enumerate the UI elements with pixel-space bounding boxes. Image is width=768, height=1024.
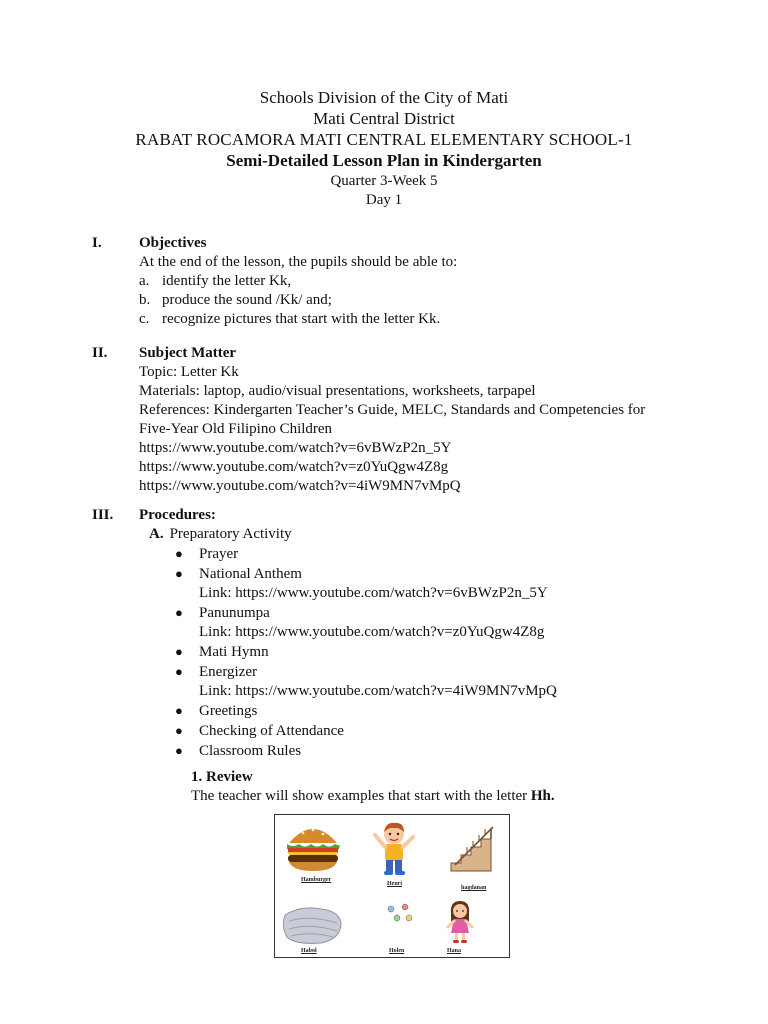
objective-item: c. recognize pictures that start with the letter Kk. bbox=[139, 311, 441, 327]
quarter-week: Quarter 3-Week 5 bbox=[330, 173, 438, 189]
section-number: I. bbox=[92, 235, 102, 251]
reference-link[interactable]: https://www.youtube.com/watch?v=4iW9MN7vMpQ bbox=[139, 478, 461, 494]
picture-caption: Henri bbox=[387, 881, 402, 887]
section-title: Objectives bbox=[139, 235, 207, 251]
district-name: Mati Central District bbox=[313, 109, 455, 128]
picture-caption: Habol bbox=[301, 948, 317, 954]
materials-line: Materials: laptop, audio/visual presentations, worksheets, tarpapel bbox=[139, 383, 536, 399]
topic-line: Topic: Letter Kk bbox=[139, 364, 239, 380]
review-title: 1. Review bbox=[191, 769, 253, 785]
review-picture-panel bbox=[274, 814, 510, 958]
picture-caption: Hamburger bbox=[301, 877, 332, 883]
stairs-icon bbox=[447, 821, 497, 877]
bullet-icon: ● bbox=[175, 644, 183, 659]
picture-caption: hagdanan bbox=[461, 885, 487, 891]
school-name: RABAT ROCAMORA MATI CENTRAL ELEMENTARY SCHOOL-1 bbox=[135, 130, 633, 149]
procedure-bullet: ● Greetings bbox=[175, 703, 258, 719]
procedure-bullet: ● Classroom Rules bbox=[175, 743, 302, 759]
section-title: Subject Matter bbox=[139, 345, 237, 361]
section-title: Procedures: bbox=[139, 507, 216, 523]
day-label: Day 1 bbox=[365, 192, 403, 208]
bullet-icon: ● bbox=[175, 566, 183, 581]
picture-caption: Holen bbox=[389, 948, 405, 954]
reference-link[interactable]: https://www.youtube.com/watch?v=z0YuQgw4Z8g bbox=[139, 459, 449, 475]
boy-icon bbox=[371, 821, 417, 879]
references-line: References: Kindergarten Teacher’s Guide, MELC, Standards and Competencies for Five-Year Old Filipino Children bbox=[139, 402, 646, 437]
review-block bbox=[191, 768, 711, 806]
hamburger-icon bbox=[283, 821, 343, 873]
picture-caption: Hana bbox=[447, 948, 462, 954]
section-number: II. bbox=[92, 345, 108, 361]
procedure-bullet: ● National Anthem bbox=[175, 566, 302, 582]
procedure-link[interactable]: Link: https://www.youtube.com/watch?v=4iW9MN7vMpQ bbox=[199, 683, 557, 699]
review-text: The teacher will show examples that start with the letter Hh. bbox=[191, 788, 555, 804]
division-name: Schools Division of the City of Mati bbox=[259, 88, 509, 107]
objectives-intro: At the end of the lesson, the pupils should be able to: bbox=[139, 254, 458, 270]
preparatory-activity-heading: A. Preparatory Activity bbox=[149, 526, 292, 542]
objective-item: a. identify the letter Kk, bbox=[139, 273, 292, 289]
section-number: III. bbox=[92, 507, 114, 523]
reference-link[interactable]: https://www.youtube.com/watch?v=6vBWzP2n_5Y bbox=[139, 440, 452, 456]
lesson-plan-title: Semi-Detailed Lesson Plan in Kindergarten bbox=[226, 151, 542, 170]
bullet-icon: ● bbox=[175, 743, 183, 758]
marbles-icon bbox=[381, 901, 421, 931]
document-header bbox=[0, 87, 768, 210]
procedure-bullet: ● Checking of Attendance bbox=[175, 723, 344, 739]
bullet-icon: ● bbox=[175, 723, 183, 738]
procedure-bullet: ● Mati Hymn bbox=[175, 644, 269, 660]
girl-icon bbox=[445, 899, 475, 945]
bullet-icon: ● bbox=[175, 703, 183, 718]
procedure-bullet: ● Panunumpa bbox=[175, 605, 270, 621]
bullet-icon: ● bbox=[175, 605, 183, 620]
procedure-bullet: ● Prayer bbox=[175, 546, 239, 562]
procedure-bullet: ● Energizer bbox=[175, 664, 258, 680]
bullet-icon: ● bbox=[175, 546, 183, 561]
bullet-icon: ● bbox=[175, 664, 183, 679]
blanket-icon bbox=[281, 901, 345, 947]
procedure-link[interactable]: Link: https://www.youtube.com/watch?v=6vBWzP2n_5Y bbox=[199, 585, 548, 601]
objective-item: b. produce the sound /Kk/ and; bbox=[139, 292, 332, 308]
procedure-link[interactable]: Link: https://www.youtube.com/watch?v=z0YuQgw4Z8g bbox=[199, 624, 545, 640]
review-letter: Hh. bbox=[530, 788, 555, 804]
